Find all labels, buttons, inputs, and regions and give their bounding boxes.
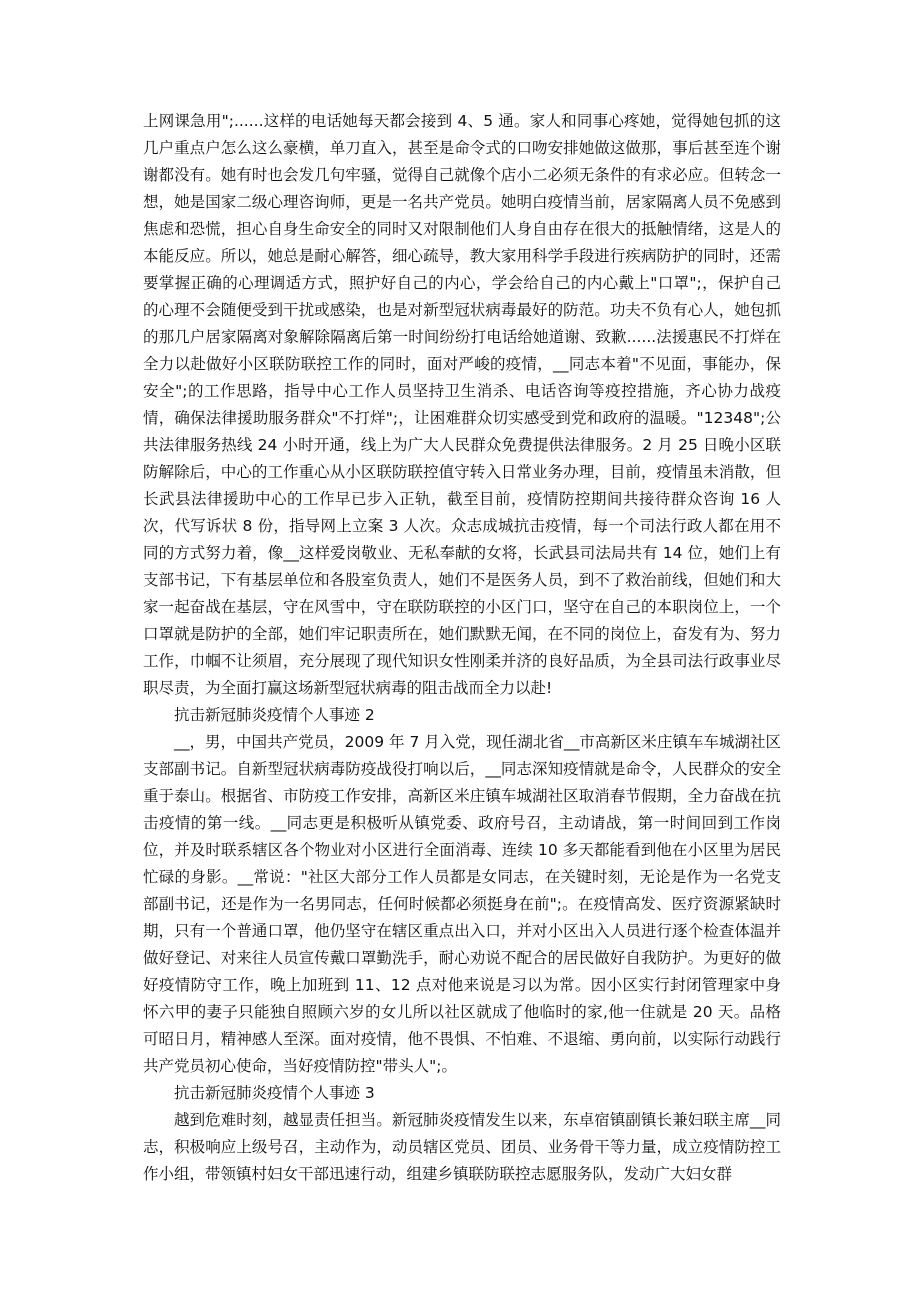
section-heading-2: 抗击新冠肺炎疫情个人事迹 2 [174,706,375,724]
body-paragraph-1: 上网课急用";......这样的电话她每天都会接到 4、5 通。家人和同事心疼她，觉得她包抓的这几户重点户怎么这么豪横，单刀直入，甚至是命令式的口吻安排她做这做那，事后甚至连个谢谢都没有。她有时也会发几句牢骚，觉得自己就像个店小二必须无条件的有求必应。但转念一想，她是国家二级心理咨询师，更是一名共产党员。她明白疫情当前，居家隔离人员不免感到焦虑和恐慌，担心自身生命安全的同时又对限制他们人身自由存在很大的抵触情绪，这是人的本能反应。所以，她总是耐心解答，细心疏导，教大家用科学手段进行疾病防护的同时，还需要掌握正确的心理调适方式，照护好自己的内心，学会给自己的内心戴上"口罩";，保护自己的心理不会随便受到干扰或感染，也是对新型冠状病毒最好的防范。功夫不负有心人，她包抓的那几户居家隔离对象解除隔离后第一时间纷纷打电话给她道谢、致歉......法援惠民不打烊在全力以赴做好小区联防联控工作的同时，面对严峻的疫情，__同志本着"不见面，事能办，保安全";的工作思路，指导中心工作人员坚持卫生消杀、电话咨询等疫控措施，齐心协力战疫情，确保法律援助服务群众"不打烊";，让困难群众切实感受到党和政府的温暖。"12348";公共法律服务热线 24 小时开通，线上为广大人民群众免费提供法律服务。2 月 25 日晚小区联防解除后，中心的工作重心从小区联防联控值守转入日常业务办理，目前，疫情虽未消散，但长武县法律援助中心的工作早已步入正轨，截至目前，疫情防控期间共接待群众咨询 16 人次，代写诉状 8 份，指导网上立案 3 人次。众志成城抗击疫情，每一个司法行政人都在用不同的方式努力着，像__这样爱岗敬业、无私奉献的女将，长武县司法局共有 14 位，她们上有支部书记，下有基层单位和各股室负责人，她们不是医务人员，到不了救治前线，但她们和大家一起奋战在基层，守在风雪中，守在联防联控的小区门口，坚守在自己的本职岗位上，一个口罩就是防护的全部，她们牢记职责所在，她们默默无闻，在不同的岗位上，奋发有为、努力工作，巾帼不让须眉，充分展现了现代知识女性刚柔并济的良好品质，为全县司法行政事业尽职尽责，为全面打赢这场新型冠状病毒的阻击战而全力以赴! [143,112,781,697]
section-heading-3: 抗击新冠肺炎疫情个人事迹 3 [174,1084,375,1102]
document-page [143,108,781,1188]
body-paragraph-2: __，男，中国共产党员，2009 年 7 月入党，现任湖北省__市高新区米庄镇车车城湖社区支部副书记。自新型冠状病毒防疫战役打响以后，__同志深知疫情就是命令，人民群众的安全重于泰山。根据省、市防疫工作安排，高新区米庄镇车城湖社区取消春节假期，全力奋战在抗击疫情的第一线。__同志更是积极听从镇党委、政府号召，主动请战，第一时间回到工作岗位，并及时联系辖区各个物业对小区进行全面消毒、连续 10 多天都能看到他在小区里为居民忙碌的身影。__常说："社区大部分工作人员都是女同志，在关键时刻，无论是作为一名党支部副书记，还是作为一名男同志，任何时候都必须挺身在前";。在疫情高发、医疗资源紧缺时期，只有一个普通口罩，他仍坚守在辖区重点出入口，并对小区出入人员进行逐个检查体温并做好登记、对来往人员宣传戴口罩勤洗手，耐心劝说不配合的居民做好自我防护。为更好的做好疫情防守工作，晚上加班到 11、12 点对他来说是习以为常。因小区实行封闭管理家中身怀六甲的妻子只能独自照顾六岁的女儿所以社区就成了他临时的家,他一住就是 20 天。品格可昭日月，精神感人至深。面对疫情，他不畏惧、不怕难、不退缩、勇向前，以实际行动践行共产党员初心使命，当好疫情防控"带头人";。 [143,733,781,1075]
body-paragraph-3: 越到危难时刻，越显责任担当。新冠肺炎疫情发生以来，东卓宿镇副镇长兼妇联主席__同志，积极响应上级号召，主动作为，动员辖区党员、团员、业务骨干等力量，成立疫情防控工作小组，带领镇村妇女干部迅速行动，组建乡镇联防联控志愿服务队，发动广大妇女群 [143,1111,781,1183]
